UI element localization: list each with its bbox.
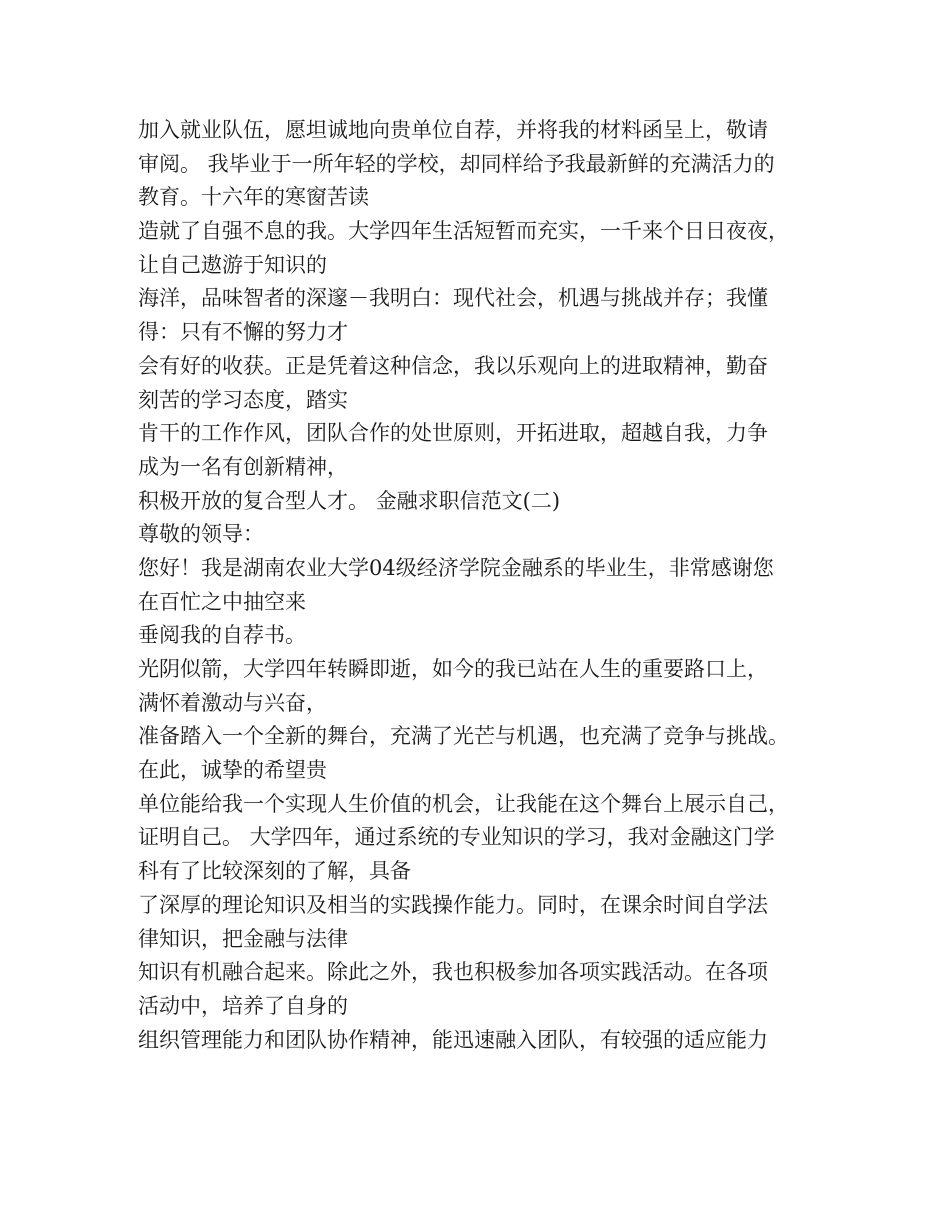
text-line: 组织管理能力和团队协作精神，能迅速融入团队，有较强的适应能力 (138, 1027, 768, 1052)
text-line: 科有了比较深刻的了解，具备 (138, 859, 411, 884)
text-line: 单位能给我一个实现人生价值的机会，让我能在这个舞台上展示自己， (138, 791, 789, 816)
text-line: 成为一名有创新精神， (138, 454, 348, 479)
text-line: 得：只有不懈的努力才 (138, 320, 348, 345)
text-line: 垂阅我的自荐书。 (138, 623, 306, 648)
text-line: 证明自己。 大学四年，通过系统的专业知识的学习，我对金融这门学 (138, 825, 775, 850)
text-line: 造就了自强不息的我。大学四年生活短暂而充实，一千来个日日夜夜， (138, 219, 789, 244)
text-line: 在此，诚挚的希望贵 (138, 758, 327, 783)
text-line: 肯干的工作作风，团队合作的处世原则，开拓进取，超越自我，力争 (138, 421, 768, 446)
text-line: 加入就业队伍，愿坦诚地向贵单位自荐，并将我的材料函呈上，敬请 (138, 118, 768, 142)
text-line: 在百忙之中抽空来 (138, 589, 306, 614)
text-line: 您好！我是湖南农业大学04级经济学院金融系的毕业生，非常感谢您 (138, 555, 774, 580)
text-line: 让自己遨游于知识的 (138, 252, 327, 277)
text-line: 会有好的收获。正是凭着这种信念，我以乐观向上的进取精神，勤奋 (138, 353, 768, 378)
text-line: 海洋，品味智者的深邃－我明白：现代社会，机遇与挑战并存；我懂 (138, 286, 768, 311)
text-line: 活动中，培养了自身的 (138, 993, 348, 1018)
salutation-line: 尊敬的领导： (138, 522, 264, 547)
text-line: 了深厚的理论知识及相当的实践操作能力。同时，在课余时间自学法 (138, 892, 768, 917)
text-line: 准备踏入一个全新的舞台，充满了光芒与机遇，也充满了竞争与挑战。 (138, 724, 789, 749)
text-line: 教育。十六年的寒窗苦读 (138, 185, 369, 210)
text-line: 知识有机融合起来。除此之外，我也积极参加各项实践活动。在各项 (138, 960, 768, 985)
section-heading-line: 积极开放的复合型人才。 金融求职信范文(二) (138, 488, 561, 513)
text-line: 审阅。 我毕业于一所年轻的学校，却同样给予我最新鲜的充满活力的 (138, 151, 775, 176)
text-line: 满怀着激动与兴奋， (138, 690, 327, 715)
text-line: 光阴似箭，大学四年转瞬即逝，如今的我已站在人生的重要路口上， (138, 657, 768, 681)
document-body (138, 114, 838, 1057)
text-line: 律知识，把金融与法律 (138, 926, 348, 951)
text-line: 刻苦的学习态度，踏实 (138, 387, 348, 412)
